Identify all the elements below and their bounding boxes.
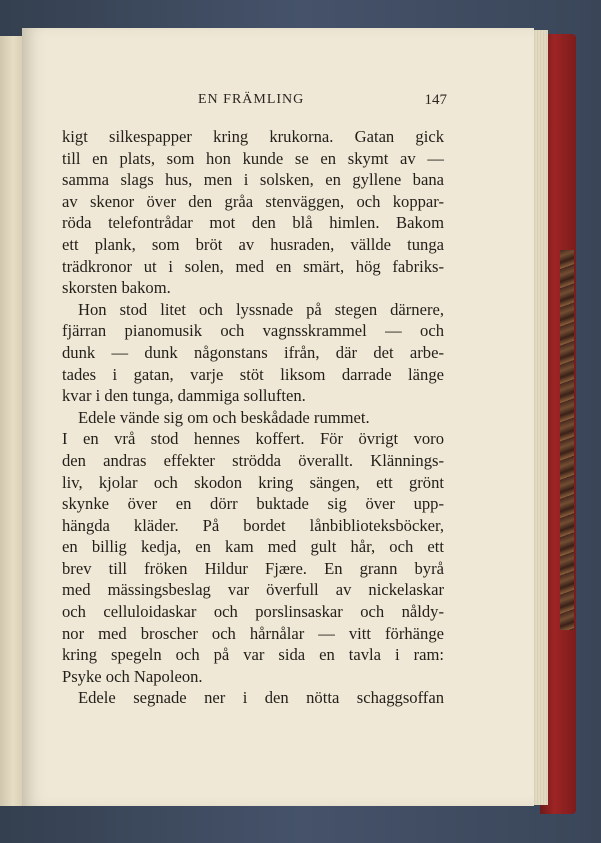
text-line: skynke över en dörr buktade sig över upp-: [62, 494, 444, 514]
text-line: röda telefontrådar mot den blå himlen. Bakom: [62, 213, 444, 233]
text-line: Hon stod litet och lyssnade på stegen därnere,: [78, 299, 444, 319]
text-line: trädkronor ut i solen, med en smärt, hög fabriks-: [62, 256, 444, 276]
text-line: tades i gatan, varje stöt liksom darrade länge: [62, 364, 444, 384]
text-line: till en plats, som hon kunde se en skymt av —: [62, 148, 444, 168]
text-line: Edele vände sig om och beskådade rummet.: [78, 407, 370, 427]
text-line: och celluloidaskar och porslinsaskar och nåldy-: [62, 602, 444, 622]
text-line: ett plank, som bröt av husraden, vällde tunga: [62, 234, 444, 254]
text-line: Psyke och Napoleon.: [62, 666, 203, 686]
text-line: samma slags hus, men i solsken, en gyllene bana: [62, 170, 444, 190]
text-line: hängda kläder. På bordet lånbiblioteksböcker,: [62, 515, 444, 535]
text-line: brev till fröken Hildur Fjære. En grann byrå: [62, 558, 444, 578]
text-line: kvar i den tunga, dammiga solluften.: [62, 386, 306, 406]
text-line: dunk — dunk någonstans ifrån, där det arbe-: [62, 342, 444, 362]
text-line: kring spegeln och på var sida en tavla i ram:: [62, 645, 444, 665]
left-page-edge: [0, 36, 23, 806]
page-number: 147: [424, 92, 447, 108]
text-line: den andras effekter strödda överallt. Klännings-: [62, 450, 444, 470]
body-text: [62, 126, 444, 709]
text-line: av skenor över den gråa stenväggen, och koppar-: [62, 191, 444, 211]
book-page: [22, 28, 534, 806]
marbled-edge: [560, 250, 574, 630]
text-line: med mässingsbeslag var överfull av nickelaskar: [62, 580, 444, 600]
text-line: liv, kjolar och skodon kring sängen, ett grönt: [62, 472, 444, 492]
text-line: I en vrå stod hennes koffert. För övrigt voro: [62, 429, 444, 449]
running-head: [22, 92, 534, 112]
running-head-title: EN FRÄMLING: [198, 92, 305, 107]
text-line: fjärran pianomusik och vagnsskrammel — och: [62, 321, 444, 341]
text-line: skorsten bakom.: [62, 278, 171, 298]
text-line: nor med broscher och hårnålar — vitt förhänge: [62, 623, 444, 643]
text-line: kigt silkespapper kring krukorna. Gatan gick: [62, 127, 444, 146]
text-line: Edele segnade ner i den nötta schaggsoffan: [78, 688, 444, 708]
text-line: en billig kedja, en kam med gult hår, och ett: [62, 537, 444, 557]
